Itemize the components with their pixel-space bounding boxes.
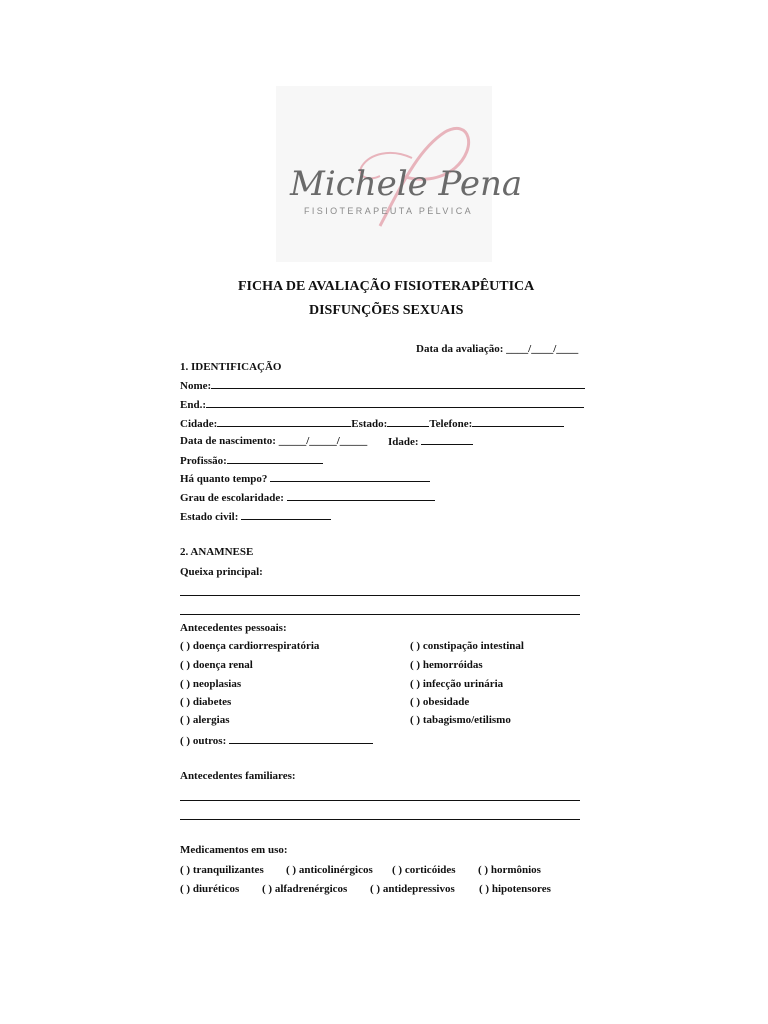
telefone-line[interactable] — [472, 417, 564, 427]
label-nascimento: Data de nascimento: — [180, 435, 276, 447]
field-civil — [180, 510, 331, 523]
field-escolaridade — [180, 491, 435, 504]
label-tempo: Há quanto tempo? — [180, 473, 268, 485]
field-nome — [180, 379, 585, 392]
field-tempo — [180, 472, 430, 485]
checkbox-obesidade[interactable]: ( ) obesidade — [410, 696, 470, 708]
eval-date — [416, 343, 578, 355]
nascimento-blank[interactable]: _____/_____/_____ — [278, 435, 368, 447]
field-outros — [180, 734, 373, 747]
field-nascimento — [180, 435, 367, 447]
med-corticoides[interactable]: ( ) corticóides — [392, 864, 456, 876]
med-alfadrenergicos[interactable]: ( ) alfadrenérgicos — [262, 883, 348, 895]
logo-script-name: Michele Pena — [290, 164, 523, 204]
eval-date-label: Data da avaliação: — [416, 343, 504, 355]
checkbox-hemorroidas[interactable]: ( ) hemorróidas — [410, 659, 483, 671]
escolaridade-line[interactable] — [287, 491, 435, 501]
label-antecedentes-familiares: Antecedentes familiares: — [180, 770, 296, 782]
logo-tagline: FISIOTERAPEUTA PÉLVICA — [304, 206, 473, 216]
idade-line[interactable] — [421, 435, 473, 445]
queixa-line-1[interactable] — [180, 595, 580, 596]
checkbox-outros[interactable]: ( ) outros: — [180, 735, 227, 747]
checkbox-tabagismo[interactable]: ( ) tabagismo/etilismo — [410, 714, 511, 726]
section-anamnese-heading: 2. ANAMNESE — [180, 546, 254, 558]
end-line[interactable] — [206, 398, 584, 408]
estado-line[interactable] — [387, 417, 429, 427]
field-cidade-estado-telefone — [180, 417, 564, 430]
eval-date-blank[interactable]: ____/____/____ — [506, 343, 579, 355]
label-profissao: Profissão: — [180, 455, 227, 467]
profissao-line[interactable] — [227, 454, 323, 464]
label-cidade: Cidade: — [180, 418, 218, 430]
checkbox-constipacao[interactable]: ( ) constipação intestinal — [410, 640, 524, 652]
label-escolaridade: Grau de escolaridade: — [180, 492, 284, 504]
med-hormonios[interactable]: ( ) hormônios — [478, 864, 541, 876]
label-nome: Nome: — [180, 380, 212, 392]
label-idade: Idade: — [388, 436, 419, 448]
tempo-line[interactable] — [270, 472, 430, 482]
label-queixa: Queixa principal: — [180, 566, 263, 578]
civil-line[interactable] — [241, 510, 331, 520]
familiares-line-2[interactable] — [180, 819, 580, 820]
med-tranquilizantes[interactable]: ( ) tranquilizantes — [180, 864, 264, 876]
checkbox-neoplasias[interactable]: ( ) neoplasias — [180, 678, 242, 690]
nome-line[interactable] — [211, 379, 585, 389]
med-antidepressivos[interactable]: ( ) antidepressivos — [370, 883, 455, 895]
checkbox-diabetes[interactable]: ( ) diabetes — [180, 696, 232, 708]
label-antecedentes-pessoais: Antecedentes pessoais: — [180, 622, 287, 634]
familiares-line-1[interactable] — [180, 800, 580, 801]
checkbox-doenca-renal[interactable]: ( ) doença renal — [180, 659, 253, 671]
label-medicamentos: Medicamentos em uso: — [180, 844, 288, 856]
med-anticolinergicos[interactable]: ( ) anticolinérgicos — [286, 864, 373, 876]
form-title-line2: DISFUNÇÕES SEXUAIS — [309, 303, 464, 318]
label-end: End.: — [180, 399, 206, 411]
med-hipotensores[interactable]: ( ) hipotensores — [479, 883, 551, 895]
queixa-line-2[interactable] — [180, 614, 580, 615]
outros-line[interactable] — [229, 734, 373, 744]
field-profissao — [180, 454, 323, 467]
checkbox-infeccao-urinaria[interactable]: ( ) infecção urinária — [410, 678, 504, 690]
checkbox-alergias[interactable]: ( ) alergias — [180, 714, 230, 726]
label-estado: Estado: — [351, 418, 388, 430]
checkbox-doenca-cardio[interactable]: ( ) doença cardiorrespiratória — [180, 640, 320, 652]
form-title-line1: FICHA DE AVALIAÇÃO FISIOTERAPÊUTICA — [238, 279, 535, 294]
field-end — [180, 398, 584, 411]
field-idade — [388, 435, 473, 448]
label-civil: Estado civil: — [180, 511, 239, 523]
med-diureticos[interactable]: ( ) diuréticos — [180, 883, 240, 895]
label-telefone: Telefone: — [429, 418, 473, 430]
cidade-line[interactable] — [217, 417, 351, 427]
section-identificacao-heading: 1. IDENTIFICAÇÃO — [180, 361, 282, 373]
